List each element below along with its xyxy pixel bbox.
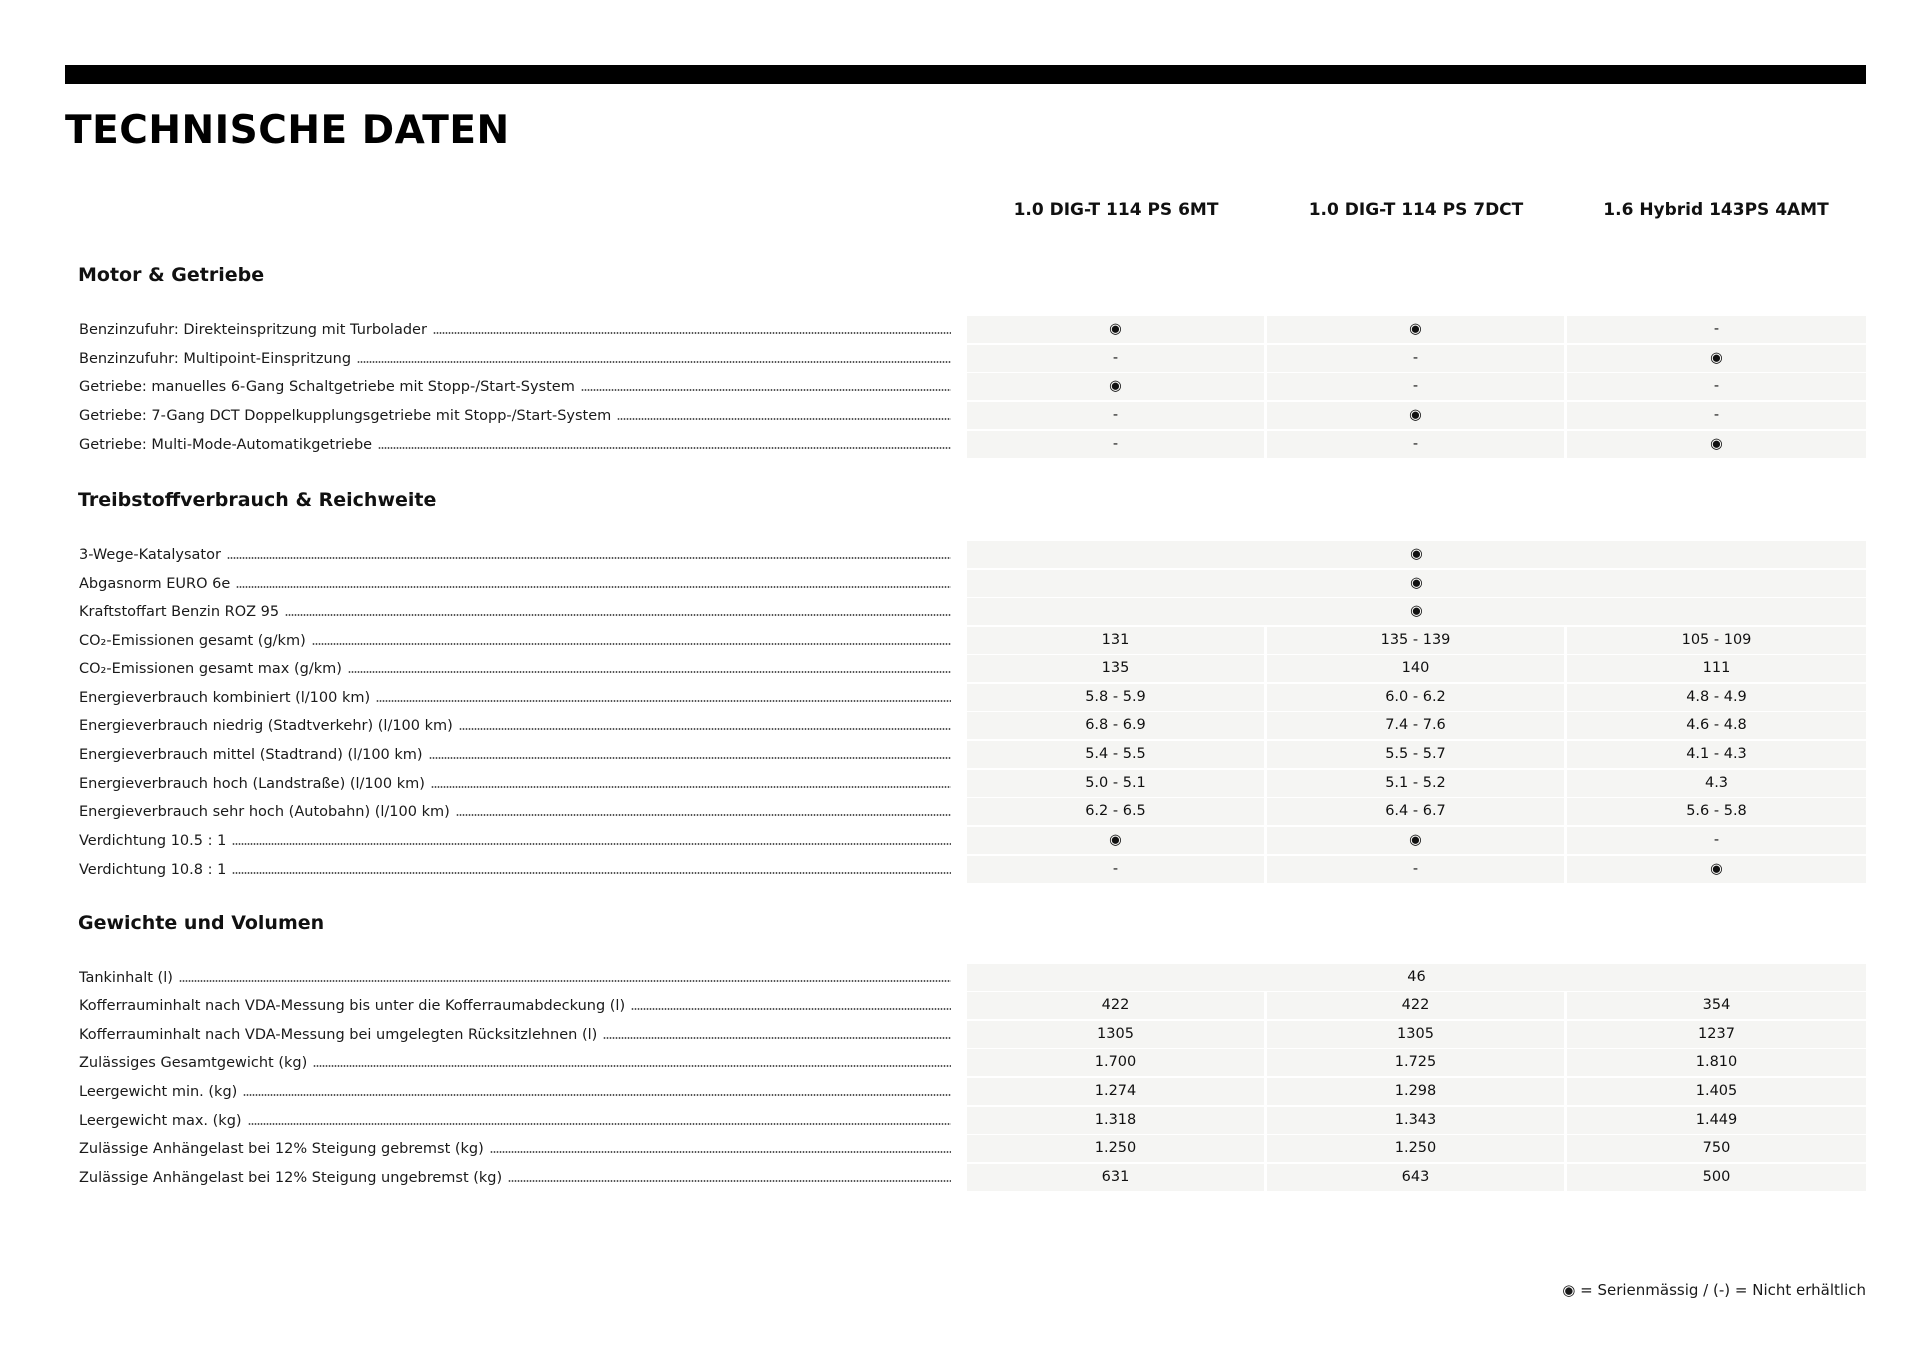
legend: ◉ = Serienmässig / (-) = Nicht erhältlich: [1562, 1281, 1866, 1299]
row-label: Getriebe: Multi-Mode-Automatikgetriebe: [79, 437, 373, 454]
value-cell: 631: [967, 1164, 1264, 1191]
value-cell: 5.0 - 5.1: [967, 770, 1264, 797]
value-cell: 1.250: [1267, 1135, 1564, 1162]
table-row: [0, 1021, 1920, 1050]
table-row: [0, 431, 1920, 460]
value-cell: -: [1267, 431, 1564, 458]
dot-leader: [348, 671, 951, 673]
value-cell: -: [1567, 316, 1866, 343]
value-cell: 1.250: [967, 1135, 1264, 1162]
value-cell: 4.6 - 4.8: [1567, 712, 1866, 739]
page-title: TECHNISCHE DATEN: [65, 108, 510, 153]
value-cell: 135: [967, 655, 1264, 682]
row-label: Zulässige Anhängelast bei 12% Steigung ungebremst (kg): [79, 1170, 503, 1187]
value-cell: 7.4 - 7.6: [1267, 712, 1564, 739]
row-label: Energieverbrauch mittel (Stadtrand) (l/100 km): [79, 747, 423, 764]
table-row: [0, 316, 1920, 345]
value-cell: -: [967, 431, 1264, 458]
row-label: Energieverbrauch hoch (Landstraße) (l/100 km): [79, 776, 425, 793]
row-label: Verdichtung 10.8 : 1: [79, 862, 227, 879]
row-label: Leergewicht min. (kg): [79, 1084, 238, 1101]
value-cell: -: [967, 856, 1264, 883]
value-cell: -: [1267, 345, 1564, 372]
table-row: [0, 373, 1920, 402]
row-label: Abgasnorm EURO 6e: [79, 576, 231, 593]
value-cell: 5.4 - 5.5: [967, 741, 1264, 768]
row-label: Kraftstoffart Benzin ROZ 95: [79, 604, 280, 621]
section-title-treibstoff: Treibstoffverbrauch & Reichweite: [78, 489, 437, 511]
value-cell: ◉: [1567, 345, 1866, 372]
value-cell: 1.405: [1567, 1078, 1866, 1105]
value-cell: 1237: [1567, 1021, 1866, 1048]
value-cell: -: [1567, 402, 1866, 429]
row-label: Zulässige Anhängelast bei 12% Steigung gebremst (kg): [79, 1141, 484, 1158]
value-cell-all-variants: ◉: [967, 598, 1866, 625]
table-row: [0, 570, 1920, 599]
table-row: [0, 345, 1920, 374]
dot-leader: [236, 586, 951, 588]
value-cell: 500: [1567, 1164, 1866, 1191]
dot-leader: [603, 1037, 951, 1039]
value-cell: 643: [1267, 1164, 1564, 1191]
value-cell: -: [1567, 827, 1866, 854]
row-label: Benzinzufuhr: Multipoint-Einspritzung: [79, 351, 352, 368]
value-cell: -: [1567, 373, 1866, 400]
row-label: Getriebe: manuelles 6-Gang Schaltgetriebe mit Stopp-/Start-System: [79, 379, 575, 396]
value-cell: 6.4 - 6.7: [1267, 798, 1564, 825]
value-cell: 1.700: [967, 1049, 1264, 1076]
value-cell: -: [1267, 373, 1564, 400]
value-cell: 1.274: [967, 1078, 1264, 1105]
row-label: Leergewicht max. (kg): [79, 1113, 242, 1130]
value-cell: ◉: [1267, 827, 1564, 854]
column-header: 1.0 DIG-T 114 PS 6MT: [1013, 200, 1219, 220]
table-row: [0, 1078, 1920, 1107]
value-cell: 6.0 - 6.2: [1267, 684, 1564, 711]
dot-leader: [248, 1123, 951, 1125]
value-cell: 1305: [1267, 1021, 1564, 1048]
section-title-motor-getriebe: Motor & Getriebe: [78, 264, 265, 286]
value-cell-all-variants: ◉: [967, 541, 1866, 568]
row-label: CO₂-Emissionen gesamt (g/km): [79, 633, 306, 650]
dot-leader: [459, 728, 951, 730]
dot-leader: [431, 786, 951, 788]
value-cell: ◉: [967, 316, 1264, 343]
value-cell: 5.6 - 5.8: [1567, 798, 1866, 825]
table-row: [0, 1164, 1920, 1193]
value-cell: 1305: [967, 1021, 1264, 1048]
value-cell: 1.810: [1567, 1049, 1866, 1076]
value-cell: ◉: [1267, 316, 1564, 343]
row-label: Energieverbrauch niedrig (Stadtverkehr) (l/100 km): [79, 718, 453, 735]
dot-leader: [508, 1180, 951, 1182]
table-row: [0, 541, 1920, 570]
dot-leader: [456, 814, 951, 816]
table-row: [0, 1135, 1920, 1164]
dot-leader: [179, 980, 951, 982]
row-label: Verdichtung 10.5 : 1: [79, 833, 227, 850]
value-cell: 1.725: [1267, 1049, 1564, 1076]
dot-leader: [490, 1151, 951, 1153]
value-cell: ◉: [967, 827, 1264, 854]
value-cell: -: [1267, 856, 1564, 883]
value-cell: 1.449: [1567, 1107, 1866, 1134]
dot-leader: [313, 1065, 951, 1067]
value-cell: ◉: [967, 373, 1264, 400]
value-cell: ◉: [1567, 856, 1866, 883]
value-cell: 1.298: [1267, 1078, 1564, 1105]
value-cell: 4.8 - 4.9: [1567, 684, 1866, 711]
dot-leader: [376, 700, 951, 702]
column-header: 1.6 Hybrid 143PS 4AMT: [1603, 200, 1829, 220]
row-label: Tankinhalt (l): [79, 970, 173, 987]
table-row: [0, 964, 1920, 993]
value-cell: 6.8 - 6.9: [967, 712, 1264, 739]
row-label: Getriebe: 7-Gang DCT Doppelkupplungsgetriebe mit Stopp-/Start-System: [79, 408, 612, 425]
dot-leader: [617, 418, 951, 420]
table-row: [0, 992, 1920, 1021]
value-cell: 5.8 - 5.9: [967, 684, 1264, 711]
value-cell: 105 - 109: [1567, 627, 1866, 654]
row-label: Kofferrauminhalt nach VDA-Messung bei umgelegten Rücksitzlehnen (l): [79, 1027, 598, 1044]
dot-leader: [357, 361, 951, 363]
value-cell-all-variants: 46: [967, 964, 1866, 991]
row-label: CO₂-Emissionen gesamt max (g/km): [79, 661, 342, 678]
section-title-gewichte-volumen: Gewichte und Volumen: [78, 912, 325, 934]
dot-leader: [378, 447, 951, 449]
table-row: [0, 655, 1920, 684]
table-row: [0, 684, 1920, 713]
value-cell: 135 - 139: [1267, 627, 1564, 654]
dot-leader: [631, 1008, 951, 1010]
row-label: Zulässiges Gesamtgewicht (kg): [79, 1055, 308, 1072]
table-row: [0, 827, 1920, 856]
value-cell: -: [967, 345, 1264, 372]
table-row: [0, 770, 1920, 799]
value-cell: 6.2 - 6.5: [967, 798, 1264, 825]
value-cell: 4.1 - 4.3: [1567, 741, 1866, 768]
value-cell: 140: [1267, 655, 1564, 682]
dot-leader: [312, 643, 951, 645]
value-cell: 422: [1267, 992, 1564, 1019]
dot-leader: [581, 389, 951, 391]
row-label: Benzinzufuhr: Direkteinspritzung mit Turbolader: [79, 322, 427, 339]
value-cell: 750: [1567, 1135, 1866, 1162]
dot-leader: [232, 872, 951, 874]
value-cell: 422: [967, 992, 1264, 1019]
value-cell-all-variants: ◉: [967, 570, 1866, 597]
dot-leader: [232, 843, 951, 845]
top-rule: [65, 65, 1866, 84]
column-header: 1.0 DIG-T 114 PS 7DCT: [1308, 200, 1524, 220]
table-row: [0, 741, 1920, 770]
value-cell: ◉: [1567, 431, 1866, 458]
dot-leader: [227, 557, 951, 559]
row-label: 3-Wege-Katalysator: [79, 547, 221, 564]
dot-leader: [429, 757, 951, 759]
value-cell: 1.318: [967, 1107, 1264, 1134]
value-cell: 131: [967, 627, 1264, 654]
value-cell: 111: [1567, 655, 1866, 682]
value-cell: 5.5 - 5.7: [1267, 741, 1564, 768]
dot-leader: [433, 332, 951, 334]
table-row: [0, 1107, 1920, 1136]
table-row: [0, 627, 1920, 656]
table-row: [0, 712, 1920, 741]
row-label: Energieverbrauch sehr hoch (Autobahn) (l/100 km): [79, 804, 450, 821]
column-headers: [967, 200, 1866, 228]
value-cell: 354: [1567, 992, 1866, 1019]
value-cell: 5.1 - 5.2: [1267, 770, 1564, 797]
table-row: [0, 402, 1920, 431]
table-row: [0, 1049, 1920, 1078]
value-cell: 1.343: [1267, 1107, 1564, 1134]
value-cell: 4.3: [1567, 770, 1866, 797]
table-row: [0, 598, 1920, 627]
value-cell: -: [967, 402, 1264, 429]
table-row: [0, 856, 1920, 885]
row-label: Kofferrauminhalt nach VDA-Messung bis unter die Kofferraumabdeckung (l): [79, 998, 626, 1015]
value-cell: ◉: [1267, 402, 1564, 429]
dot-leader: [285, 614, 951, 616]
table-row: [0, 798, 1920, 827]
dot-leader: [243, 1094, 951, 1096]
row-label: Energieverbrauch kombiniert (l/100 km): [79, 690, 371, 707]
